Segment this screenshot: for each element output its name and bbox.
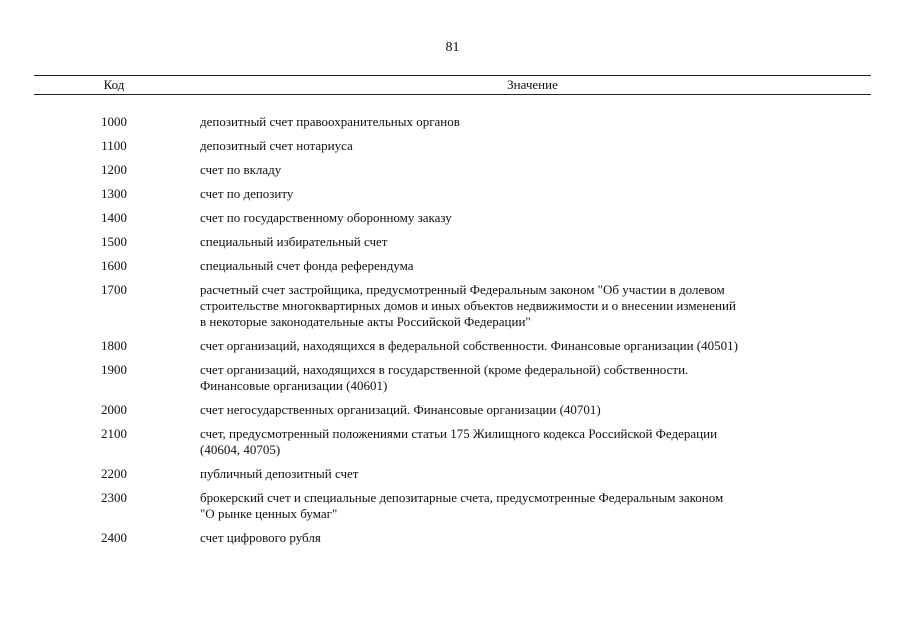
row-value (200, 530, 820, 546)
table-row (34, 114, 871, 130)
row-code: 1000 (101, 114, 127, 129)
table-row (34, 138, 871, 154)
table-row (34, 282, 871, 330)
row-code: 2100 (101, 426, 127, 441)
header-code: Код (103, 77, 125, 92)
row-value (200, 466, 820, 482)
value-line: (40604, 40705) (200, 442, 281, 457)
row-code: 1300 (101, 186, 127, 201)
row-code: 1100 (101, 138, 127, 153)
row-value (200, 426, 820, 458)
table-row (34, 162, 871, 178)
row-value (200, 402, 820, 418)
value-line: счет, предусмотренный положениями статьи 175 Жилищного кодекса Российской Федерации (200, 426, 718, 441)
table-row (34, 362, 871, 394)
table-body (34, 114, 871, 546)
row-value (200, 362, 820, 394)
row-code: 2400 (101, 530, 127, 545)
row-value (200, 234, 820, 250)
row-value (200, 186, 820, 202)
row-code: 1500 (101, 234, 127, 249)
table-row (34, 402, 871, 418)
value-line: брокерский счет и специальные депозитарные счета, предусмотренные Федеральным законом (200, 490, 724, 505)
value-line: счет по вкладу (200, 162, 282, 177)
table-row (34, 426, 871, 458)
table-header (34, 75, 871, 95)
table-row (34, 530, 871, 546)
value-line: расчетный счет застройщика, предусмотренный Федеральным законом "Об участии в долевом (200, 282, 725, 297)
code-table (34, 75, 871, 546)
row-value (200, 162, 820, 178)
row-code: 1900 (101, 362, 127, 377)
page-number: 81 (445, 40, 460, 55)
row-value (200, 258, 820, 274)
table-row (34, 210, 871, 226)
row-code: 2300 (101, 490, 127, 505)
header-value: Значение (507, 77, 558, 92)
row-code: 2200 (101, 466, 127, 481)
value-line: счет организаций, находящихся в государственной (кроме федеральной) собственности. (200, 362, 689, 377)
row-value (200, 490, 820, 522)
row-value (200, 210, 820, 226)
row-value (200, 338, 820, 354)
table-row (34, 338, 871, 354)
value-line: специальный избирательный счет (200, 234, 388, 249)
row-code: 1700 (101, 282, 127, 297)
table-row (34, 234, 871, 250)
value-line: счет организаций, находящихся в федеральной собственности. Финансовые организации (40501) (200, 338, 738, 353)
row-value (200, 138, 820, 154)
value-line: счет цифрового рубля (200, 530, 321, 545)
row-code: 2000 (101, 402, 127, 417)
row-code: 1200 (101, 162, 127, 177)
row-code: 1800 (101, 338, 127, 353)
value-line: "О рынке ценных бумаг" (200, 506, 338, 521)
value-line: счет негосударственных организаций. Финансовые организации (40701) (200, 402, 601, 417)
value-line: счет по депозиту (200, 186, 294, 201)
row-code: 1600 (101, 258, 127, 273)
value-line: строительстве многоквартирных домов и иных объектов недвижимости и о внесении изменений (200, 298, 736, 313)
value-line: специальный счет фонда референдума (200, 258, 414, 273)
value-line: Финансовые организации (40601) (200, 378, 388, 393)
value-line: депозитный счет нотариуса (200, 138, 353, 153)
table-row (34, 258, 871, 274)
row-value (200, 282, 820, 330)
value-line: счет по государственному оборонному заказу (200, 210, 452, 225)
value-line: в некоторые законодательные акты Российской Федерации" (200, 314, 531, 329)
row-value (200, 114, 820, 130)
table-row (34, 186, 871, 202)
value-line: депозитный счет правоохранительных органов (200, 114, 460, 129)
table-row (34, 466, 871, 482)
table-row (34, 490, 871, 522)
row-code: 1400 (101, 210, 127, 225)
value-line: публичный депозитный счет (200, 466, 359, 481)
